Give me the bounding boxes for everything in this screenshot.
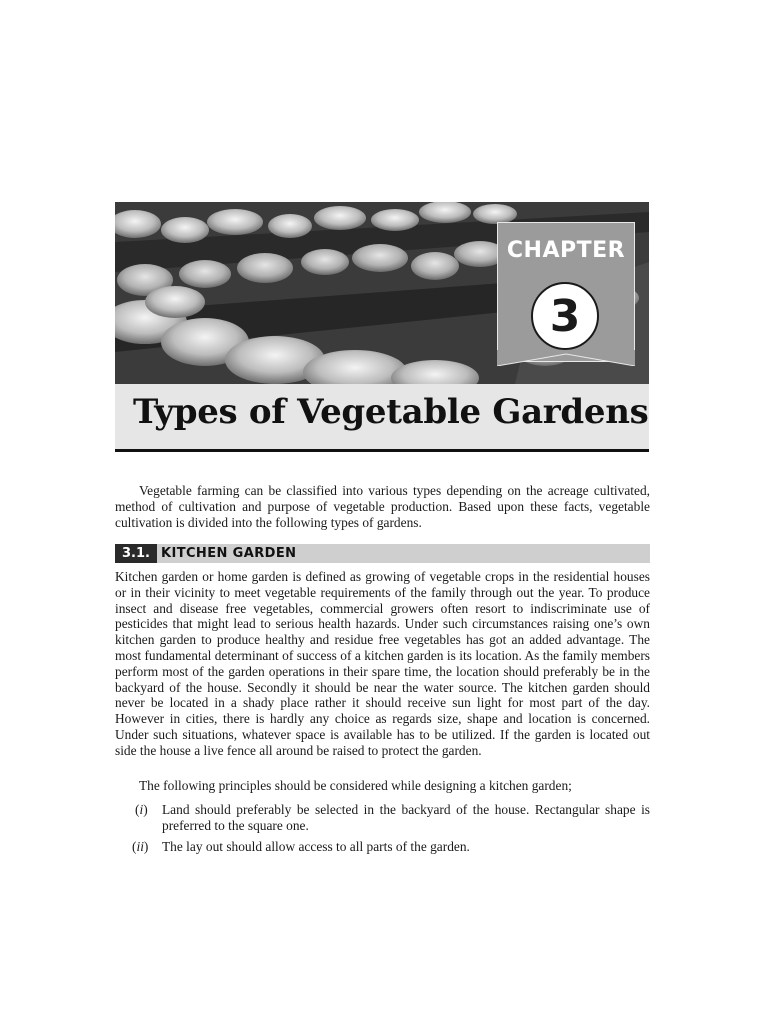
principles-intro: The following principles should be considered while designing a kitchen garden; — [139, 778, 572, 793]
chapter-number: 3 — [531, 282, 599, 350]
list-marker: (ii) — [132, 839, 149, 854]
list-item — [115, 802, 650, 834]
intro-paragraph: Vegetable farming can be classified into various types depending on the acreage cultivated, method of cultivation and purpose of vegetable production. Based upon these facts, vegetable cultivation is divided into the following types of gardens. — [115, 483, 650, 530]
section-number: 3.1. — [115, 544, 157, 563]
list-item-text: The lay out should allow access to all parts of the garden. — [162, 839, 470, 854]
list-item-text: Land should preferably be selected in the backyard of the house. Rectangular shape is preferred to the square one. — [162, 802, 650, 833]
chapter-label: CHAPTER — [506, 238, 626, 263]
kitchen-garden-paragraph: Kitchen garden or home garden is defined as growing of vegetable crops in the residential houses or in their vicinity to meet vegetable requirements of the family through out the year. To produce insect and disease free vegetables, commercial growers often resort to indiscriminate use of pesticides that might lead to serious health hazards. Under such circumstances raising one’s own kitchen garden to produce healthy and residue free vegetables has got an added advantage. The most fundamental determinant of success of a kitchen garden is its location. As the family members perform most of the garden operations in their spare time, the location should preferably be in the backyard of the house. Secondly it should be near the water source. The kitchen garden should never be located in a shady place rather it should receive sun light for most part of the day. However in cities, there is hardly any choice as regards size, shape and location is concerned. Under such situations, whatever space is available has to be utilized. If the garden is located out side the house a live fence all around be raised to protect the garden. — [115, 569, 650, 758]
chapter-tab-notch — [497, 350, 635, 366]
chapter-title: Types of Vegetable Gardens — [133, 392, 649, 432]
list-marker: (i) — [135, 802, 148, 817]
section-title: KITCHEN GARDEN — [161, 546, 297, 561]
list-item — [115, 839, 650, 855]
